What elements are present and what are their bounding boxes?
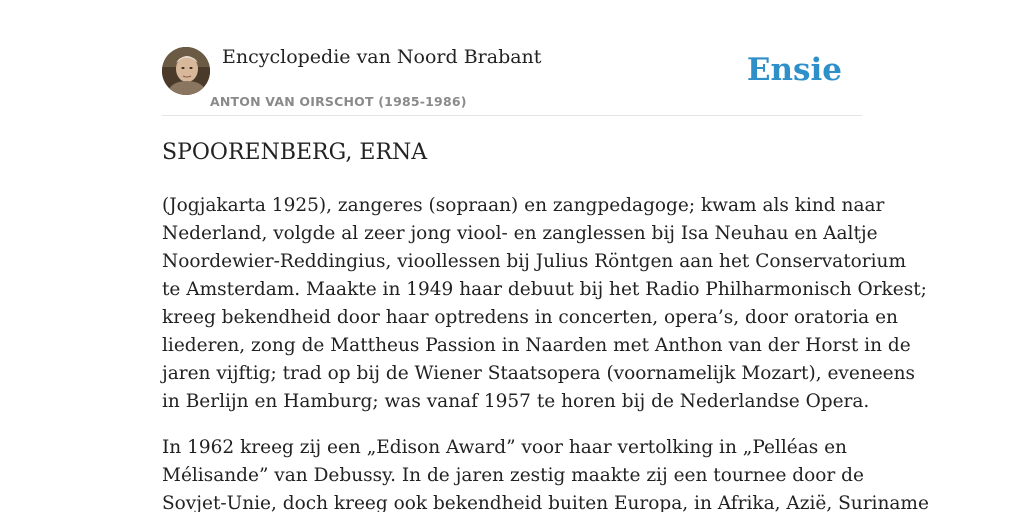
entry-title: SPOORENBERG, ERNA (162, 140, 428, 165)
entry-body (162, 192, 929, 512)
brand-logo[interactable]: Ensie (746, 52, 842, 88)
text-line: Nederland, volgde al zeer jong viool- en zanglessen bij Isa Neuhau en Aaltje (162, 223, 878, 244)
text-line: Sovjet-Unie, doch kreeg ook bekendheid buiten Europa, in Afrika, Azië, Suriname (162, 493, 929, 512)
text-line: te Amsterdam. Maakte in 1949 haar debuut bij het Radio Philharmonisch Orkest; (162, 279, 927, 300)
header-divider (162, 115, 862, 116)
text-line: (Jogjakarta 1925), zangeres (sopraan) en zangpedagoge; kwam als kind naar (162, 195, 885, 216)
text-line: liederen, zong de Mattheus Passion in Naarden met Anthon van der Horst in de (162, 335, 911, 356)
text-line: Noordewier-Reddingius, vioollessen bij Julius Röntgen aan het Conservatorium (162, 251, 907, 272)
text-line: kreeg bekendheid door haar optredens in concerten, opera’s, door oratoria en (162, 307, 898, 328)
text-line: in Berlijn en Hamburg; was vanaf 1957 te horen bij de Nederlandse Opera. (162, 391, 870, 412)
author-avatar[interactable] (162, 47, 210, 95)
site-title[interactable]: Encyclopedie van Noord Brabant (222, 46, 542, 68)
paragraph-2 (162, 434, 929, 512)
text-line: Mélisande” van Debussy. In de jaren zestig maakte zij een tournee door de (162, 465, 864, 486)
header (162, 44, 862, 116)
text-line: jaren vijftig; trad op bij de Wiener Staatsopera (voornamelijk Mozart), eveneens (162, 363, 916, 384)
text-line: In 1962 kreeg zij een „Edison Award” voor haar vertolking in „Pelléas en (162, 437, 847, 458)
author-name[interactable]: ANTON VAN OIRSCHOT (1985-1986) (210, 94, 467, 109)
avatar-portrait (162, 47, 210, 95)
paragraph-1 (162, 192, 927, 416)
